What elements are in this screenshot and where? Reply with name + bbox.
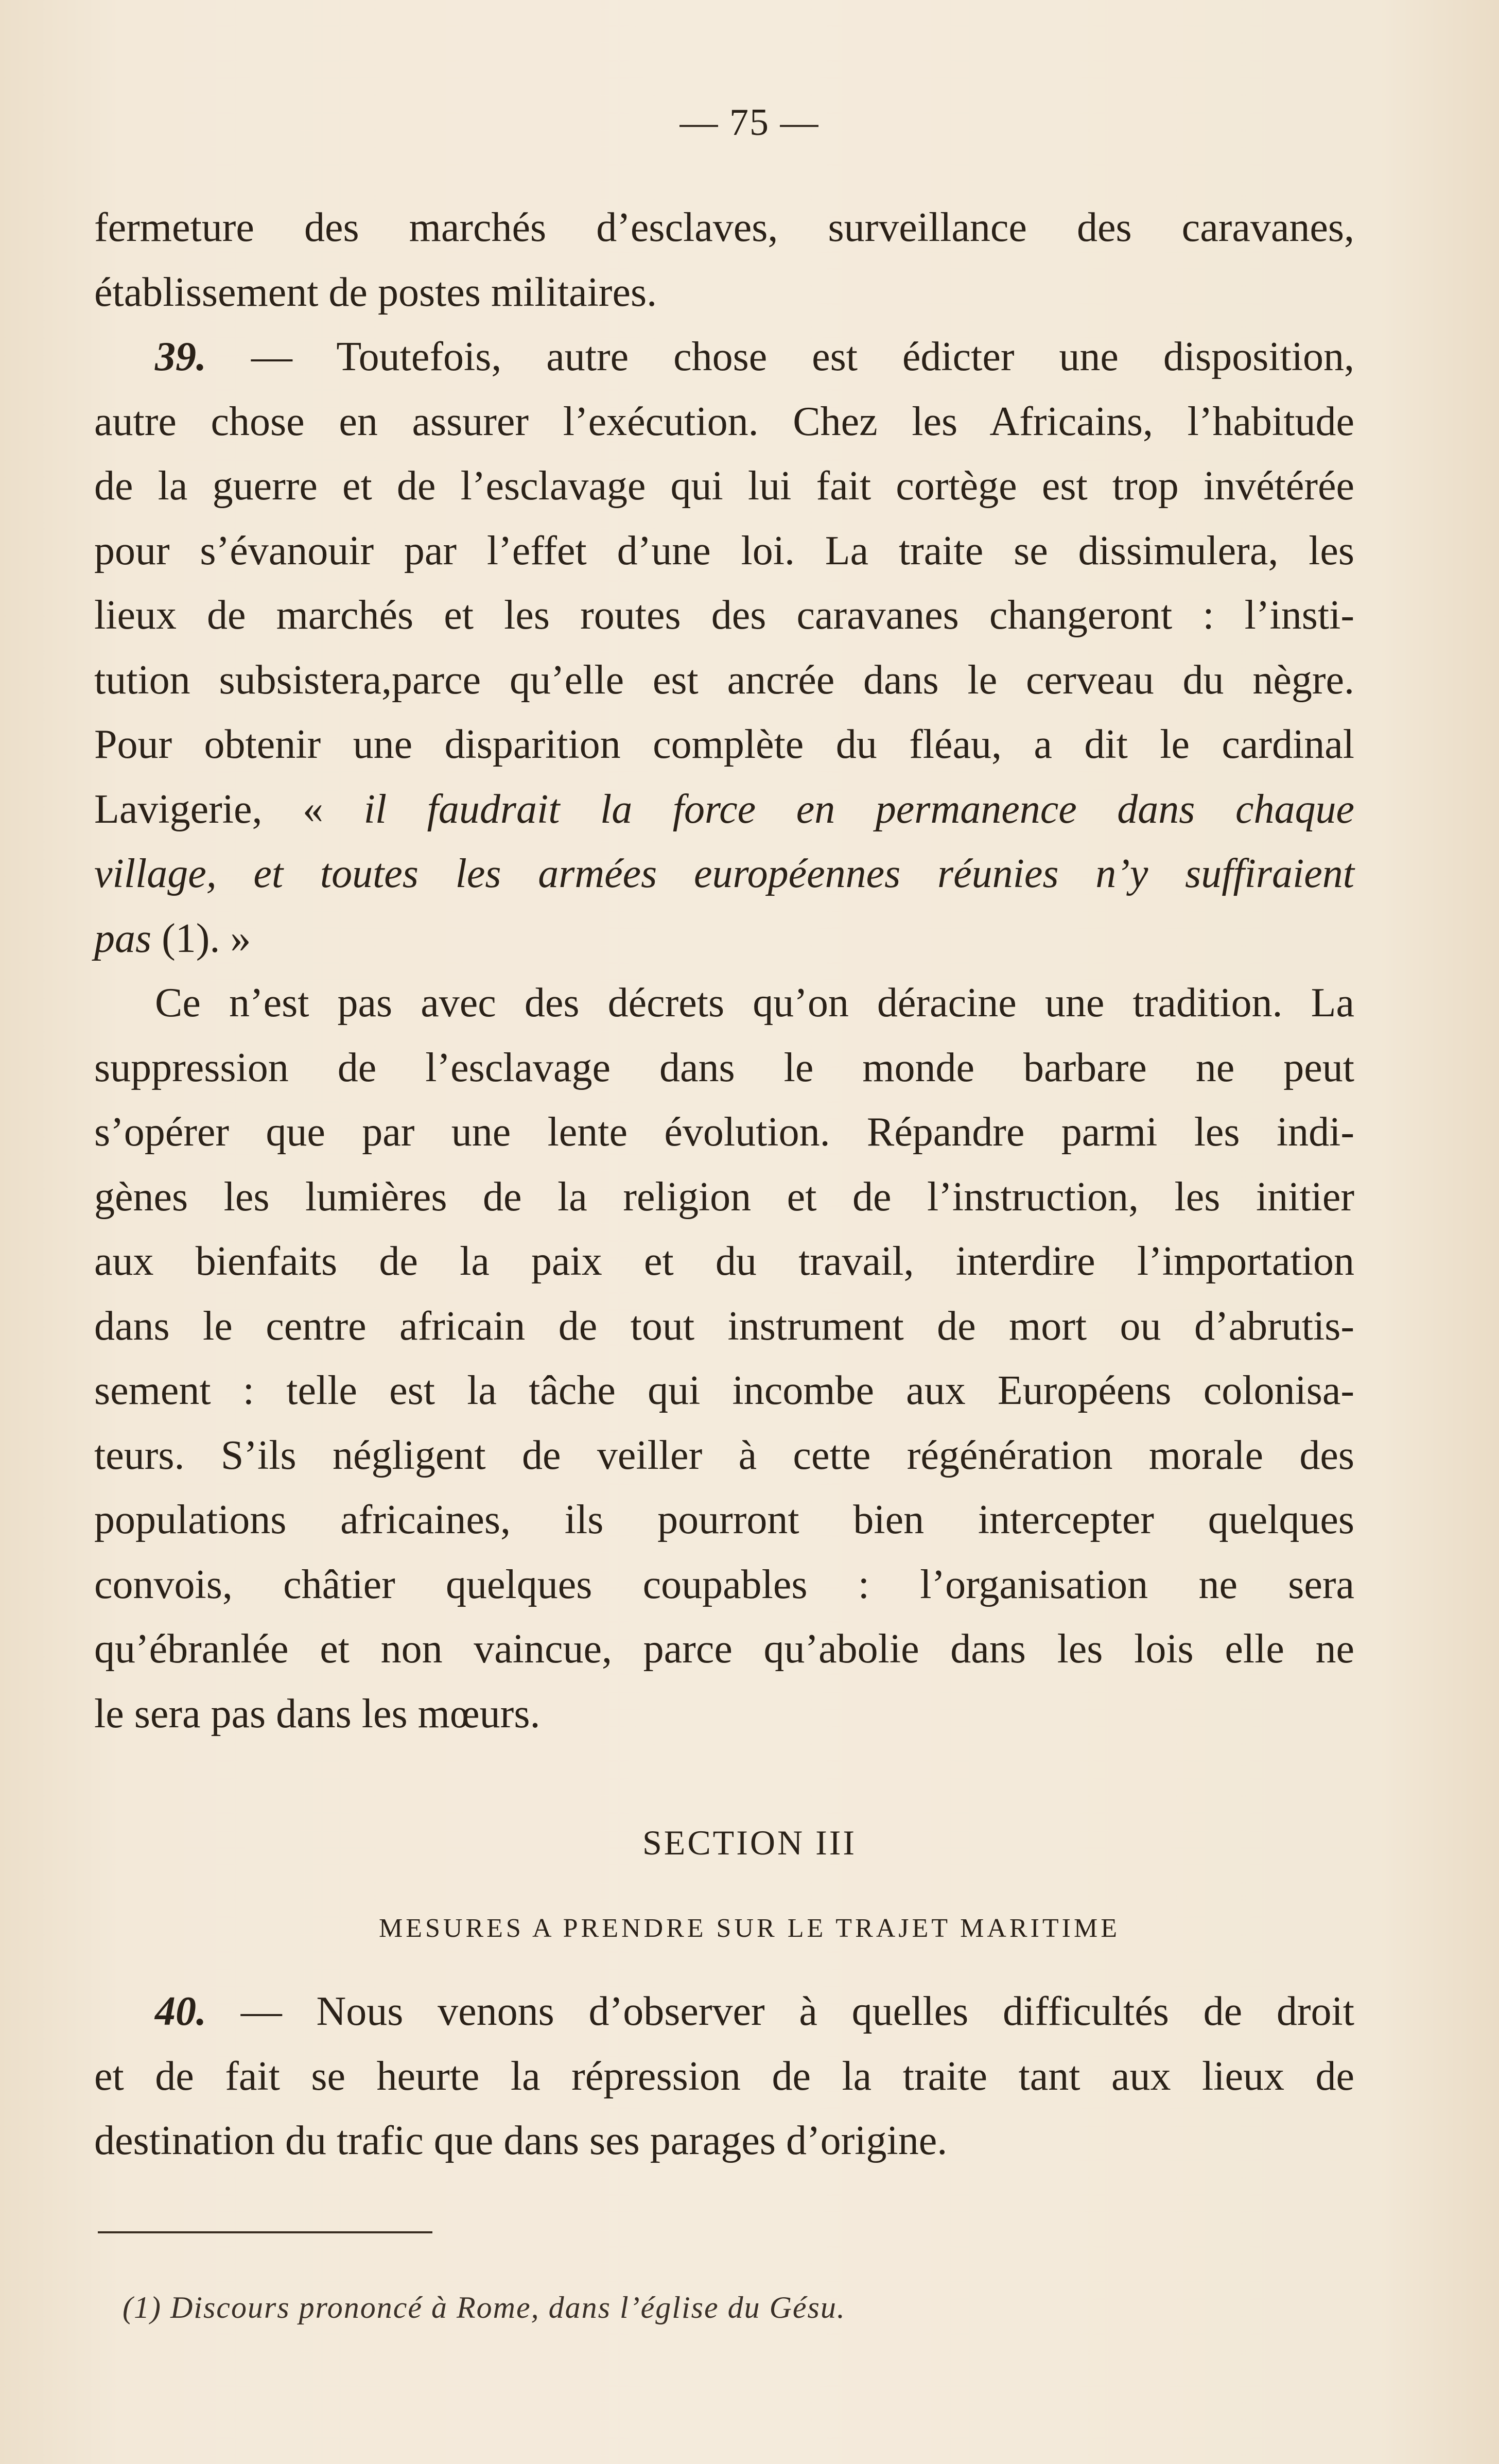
text-line xyxy=(94,1617,1354,1682)
text-line xyxy=(94,1424,1354,1488)
line-text: (1). » xyxy=(151,915,251,961)
line-text: sement : telle est la tâche qui incombe aux Européens colonisa- xyxy=(94,1368,1354,1413)
line-text: convois, châtier quelques coupables : l’organisation ne sera xyxy=(94,1561,1354,1607)
line-text: autre chose en assurer l’exécution. Chez les Africains, l’habitude xyxy=(94,398,1354,444)
page-number: — 75 — xyxy=(679,101,820,144)
text-line xyxy=(94,713,1354,777)
footnote: (1) Discours prononcé à Rome, dans l’église du Gésu. xyxy=(123,2291,846,2324)
line-text: lieux de marchés et les routes des caravanes changeront : l’insti- xyxy=(94,593,1354,638)
line-text: Pour obtenir une disparition complète du fléau, a dit le cardinal xyxy=(94,722,1354,767)
line-text: — Nous venons d’observer à quelles difficultés de droit xyxy=(206,1989,1354,2034)
text-line xyxy=(94,2109,1354,2174)
footnote-rule xyxy=(98,2231,432,2233)
italic-quote: village, et toutes les armées européennes réunies n’y suffiraient xyxy=(94,851,1354,896)
line-text: et de fait se heurte la répression de la traite tant aux lieux de xyxy=(94,2053,1354,2099)
text-line xyxy=(94,2044,1354,2109)
text-line xyxy=(94,907,1354,971)
text-line xyxy=(94,390,1354,455)
text-line xyxy=(94,196,1354,261)
text-line xyxy=(94,1682,1354,1747)
text-line xyxy=(94,1359,1354,1424)
line-text: — Toutefois, autre chose est édicter une disposition, xyxy=(206,334,1354,379)
paragraph-number: 40. xyxy=(155,1989,206,2034)
text-line xyxy=(94,1165,1354,1230)
text-line xyxy=(94,1229,1354,1294)
text-line xyxy=(94,261,1354,325)
line-text: aux bienfaits de la paix et du travail, interdire l’importation xyxy=(94,1239,1354,1284)
line-text: Lavigerie, « xyxy=(94,786,364,832)
line-text: le sera pas dans les mœurs. xyxy=(94,1691,541,1737)
line-text: qu’ébranlée et non vaincue, parce qu’abolie dans les lois elle ne xyxy=(94,1626,1354,1672)
text-line xyxy=(94,777,1354,842)
line-text: dans le centre africain de tout instrument de mort ou d’abrutis- xyxy=(94,1303,1354,1349)
section-text-block xyxy=(94,1980,1354,2174)
line-text: gènes les lumières de la religion et de l’instruction, les initier xyxy=(94,1174,1354,1220)
text-line xyxy=(94,1488,1354,1553)
line-text: s’opérer que par une lente évolution. Répandre parmi les indi- xyxy=(94,1109,1354,1155)
section-subtitle: MESURES A PRENDRE SUR LE TRAJET MARITIME xyxy=(378,1914,1120,1943)
text-line xyxy=(94,842,1354,907)
text-line xyxy=(94,519,1354,584)
text-line xyxy=(94,1553,1354,1618)
text-line xyxy=(94,648,1354,713)
text-line xyxy=(94,1036,1354,1101)
text-line xyxy=(94,1294,1354,1359)
text-line xyxy=(94,454,1354,519)
line-text: destination du trafic que dans ses parages d’origine. xyxy=(94,2118,948,2163)
italic-quote: il faudrait la force en permanence dans chaque xyxy=(363,786,1355,832)
line-text: populations africaines, ils pourront bien intercepter quelques xyxy=(94,1497,1354,1542)
italic-quote: pas xyxy=(94,915,152,961)
line-text: tution subsistera,parce qu’elle est ancrée dans le cerveau du nègre. xyxy=(94,657,1354,703)
text-line xyxy=(94,1100,1354,1165)
line-text: Ce n’est pas avec des décrets qu’on déracine une tradition. La xyxy=(155,980,1354,1026)
text-line xyxy=(94,325,1354,390)
main-text-block xyxy=(94,196,1354,1746)
text-line xyxy=(94,971,1354,1036)
line-text: suppression de l’esclavage dans le monde barbare ne peut xyxy=(94,1045,1354,1090)
line-text: établissement de postes militaires. xyxy=(94,269,657,315)
line-text: pour s’évanouir par l’effet d’une loi. La traite se dissimulera, les xyxy=(94,528,1354,574)
line-text: fermeture des marchés d’esclaves, surveillance des caravanes, xyxy=(94,205,1354,250)
text-line xyxy=(94,1980,1354,2044)
line-text: de la guerre et de l’esclavage qui lui fait cortège est trop invétérée xyxy=(94,463,1354,509)
paragraph-number: 39. xyxy=(155,334,206,379)
line-text: teurs. S’ils négligent de veiller à cette régénération morale des xyxy=(94,1432,1354,1478)
text-line xyxy=(94,583,1354,648)
section-title: SECTION III xyxy=(642,1823,857,1862)
